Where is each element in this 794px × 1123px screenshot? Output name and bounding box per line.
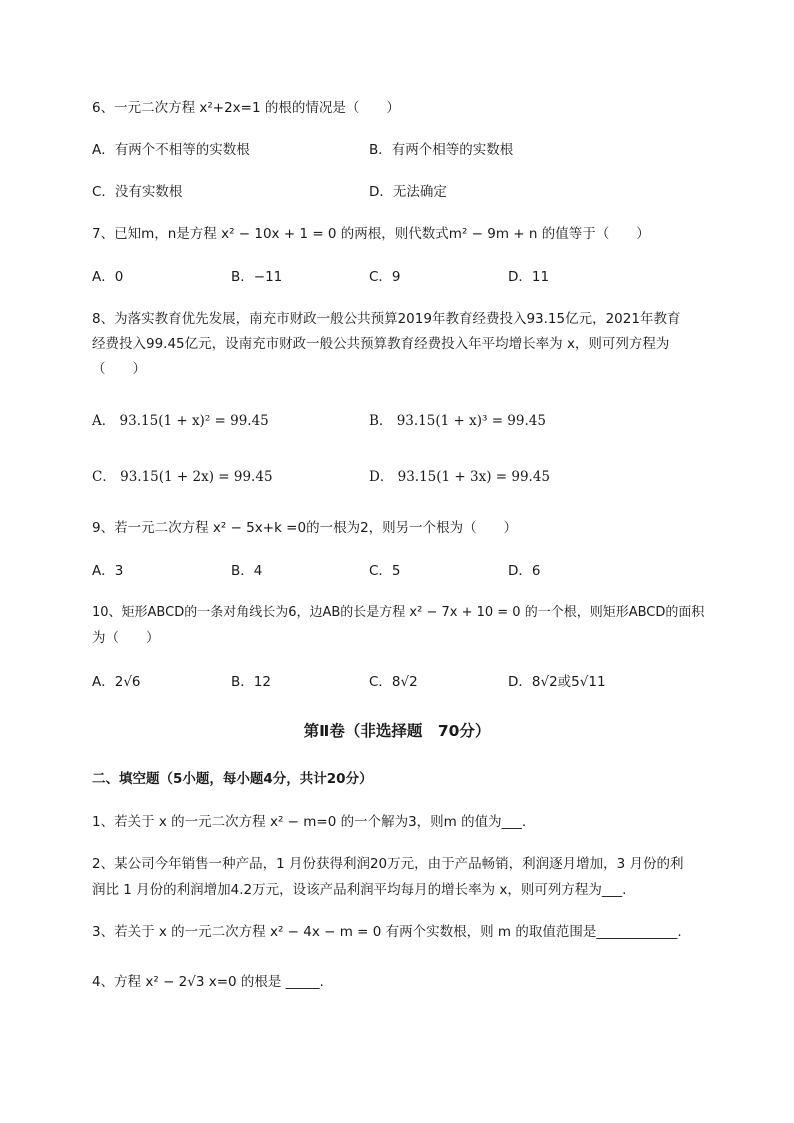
fill-item-3: 3、若关于 x 的一元二次方程 x² − 4x − m = 0 有两个实数根，则 m 的取值范围是____________.: [92, 924, 682, 940]
q10-option-a: A．2√6: [92, 674, 141, 690]
fill-item-4: 4、方程 x² − 2√3 x=0 的根是 _____.: [92, 974, 324, 990]
q8-stem-line3: （ ）: [92, 361, 146, 377]
q8-option-c: C． 93.15(1 + 2x) = 99.45: [92, 469, 273, 485]
part2-title: 第Ⅱ卷（非选择题 70分）: [303, 722, 491, 740]
fill-item-1: 1、若关于 x 的一元二次方程 x² − m=0 的一个解为3，则m 的值为___.: [92, 814, 527, 830]
q8-option-d: D． 93.15(1 + 3x) = 99.45: [369, 469, 551, 485]
q6-option-a: A．有两个不相等的实数根: [92, 142, 250, 158]
q8-stem-line1: 8、为落实教育优先发展，南充市财政一般公共预算2019年教育经费投入93.15亿元，2021年教育: [92, 311, 681, 327]
q8-option-b: B． 93.15(1 + x)³ = 99.45: [369, 413, 546, 429]
q6-option-d: D．无法确定: [369, 184, 447, 200]
q8-stem-line2: 经费投入99.45亿元，设南充市财政一般公共预算教育经费投入年平均增长率为 x，则可列方程为: [92, 336, 670, 352]
q7-stem: 7、已知m，n是方程 x² − 10x + 1 = 0 的两根，则代数式m² − 9m + n 的值等于（ ）: [92, 226, 650, 242]
q7-option-b: B．−11: [231, 269, 283, 285]
q10-option-b: B．12: [231, 674, 271, 690]
q6-option-b: B．有两个相等的实数根: [369, 142, 514, 158]
q8-option-a: A． 93.15(1 + x)² = 99.45: [92, 413, 269, 429]
q10-option-d: D．8√2或5√11: [508, 674, 606, 690]
q9-option-d: D．6: [508, 563, 541, 579]
fill-item-2-line2: 润比 1 月份的利润增加4.2万元，设该产品利润平均每月的增长率为 x，则可列方程为___.: [92, 882, 627, 898]
q9-option-b: B．4: [231, 563, 263, 579]
q9-option-a: A．3: [92, 563, 124, 579]
q6-option-c: C．没有实数根: [92, 184, 183, 200]
q7-option-a: A．0: [92, 269, 124, 285]
q10-stem-line2: 为（ ）: [92, 630, 160, 646]
fill-section-heading: 二、填空题（5小题，每小题4分，共计20分）: [92, 771, 373, 787]
q10-option-c: C．8√2: [369, 674, 418, 690]
q7-option-d: D．11: [508, 269, 550, 285]
q10-stem-line1: 10、矩形ABCD的一条对角线长为6，边AB的长是方程 x² − 7x + 10 = 0 的一个根，则矩形ABCD的面积: [92, 605, 705, 620]
q9-option-c: C．5: [369, 563, 401, 579]
q7-option-c: C．9: [369, 269, 401, 285]
q6-stem: 6、一元二次方程 x²+2x=1 的根的情况是（ ）: [92, 100, 400, 116]
fill-item-2-line1: 2、某公司今年销售一种产品，1 月份获得利润20万元，由于产品畅销，利润逐月增加，3 月份的利: [92, 856, 684, 872]
q9-stem: 9、若一元二次方程 x² − 5x+k =0的一根为2，则另一个根为（ ）: [92, 520, 518, 536]
